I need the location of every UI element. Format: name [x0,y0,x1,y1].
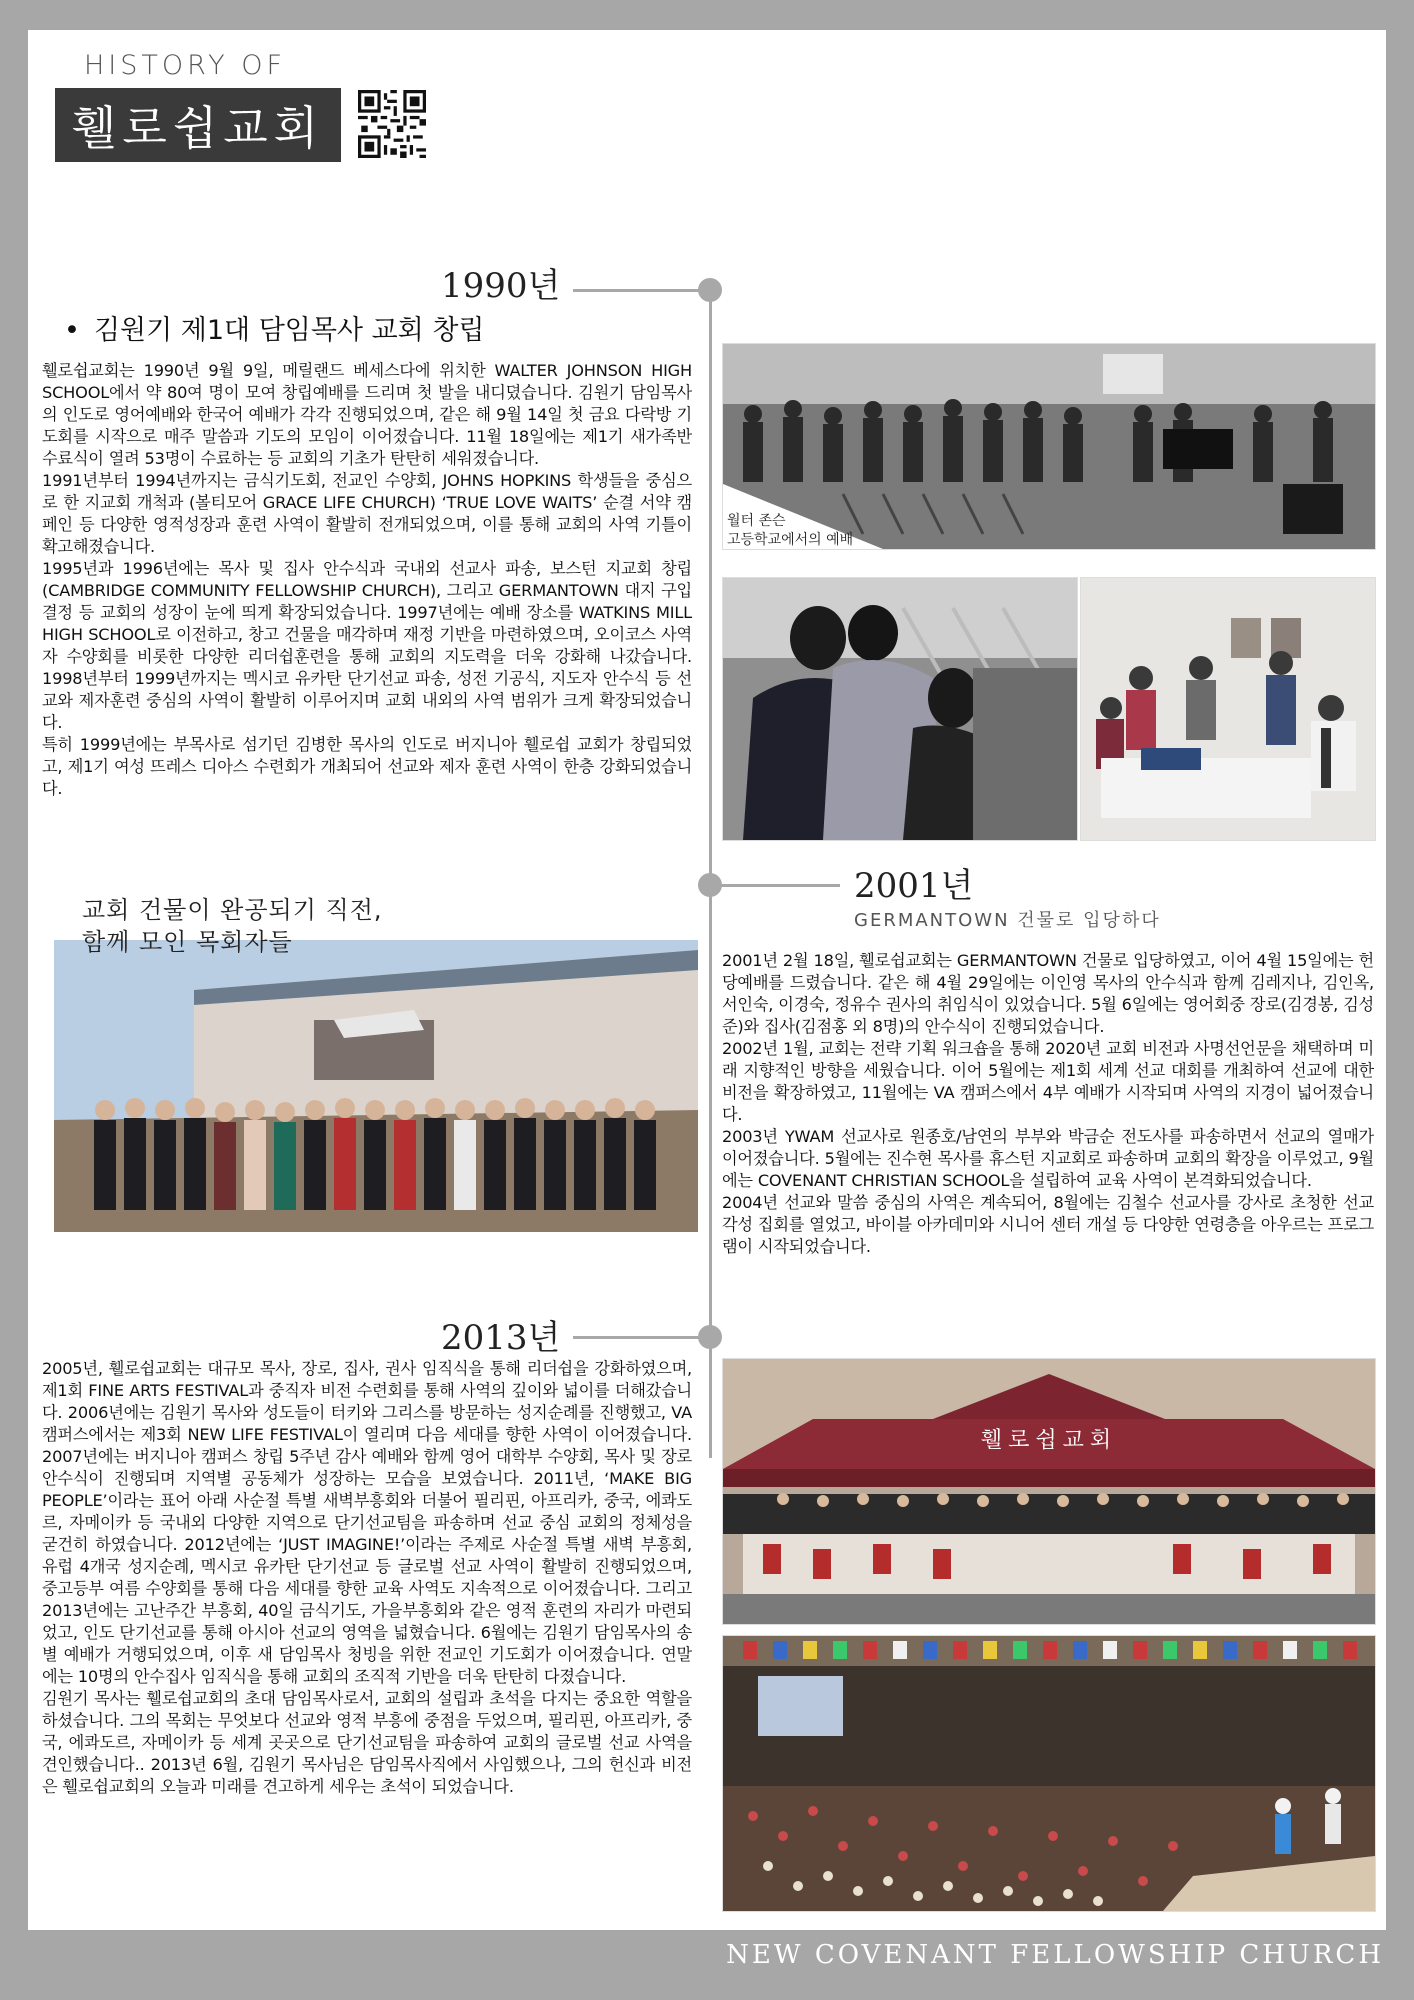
paragraph: 2003년 YWAM 선교사로 원종호/남연의 부부와 박금순 전도사를 파송하면서 선교의 열매가 이어졌습니다. 5월에는 진수현 목사를 휴스턴 지교회로 파송하며 교회의 확장을 이루었고, 9월에는 COVENANT CHRISTIAN SCHOOL을 설립하여 교육 사역이 본격화되었습니다. [722,1127,1374,1190]
paragraph: 1991년부터 1994년까지는 금식기도회, 전교인 수양회, JOHNS HOPKINS 학생들을 중심으로 한 지교회 개척과 (볼티모어 GRACE LIFE CHURCH) ‘TRUE LOVE WAITS’ 순결 서약 캠페인 등 다양한 영적성장과 훈련 사역이 활발히 전개되었으며, 이를 통해 교회의 사역 기틀이 확고해졌습니다. [42,471,692,556]
photo-worship-walter-johnson [722,343,1376,550]
photo-registration [1080,577,1376,841]
text-1990 [42,360,692,800]
year-heading-1990: 1990년 [441,266,561,306]
qr-code-icon [358,90,426,158]
paragraph: 1995년과 1996년에는 목사 및 집사 안수식과 국내외 선교사 파송, 보스턴 지교회 창립(CAMBRIDGE COMMUNITY FELLOWSHIP CHURCH), 그리고 GERMANTOWN 대지 구입 결정 등 교회의 성장이 눈에 띄게 확장되었습니다. 1997년에는 예배 장소를 WATKINS MILL HIGH SCHOOL로 이전하고, 창고 건물을 매각하며 재정 기반을 마련하였으며, 오이코스 사역자 수양회를 비롯한 다양한 리더쉽훈련을 통해 교회의 지도력을 더욱 강화해 나갔습니다. 1998년부터 1999년까지는 멕시코 유카탄 단기선교 파송, 성전 기공식, 지도자 안수식 등 선교와 제자훈련 중심의 사역이 활발히 이루어지며 교회 내외의 사역 범위가 크게 확장되었습니다. [42,559,692,732]
year-heading-2013: 2013년 [441,1318,561,1358]
paragraph: 2002년 1월, 교회는 전략 기획 워크숍을 통해 2020년 교회 비전과 사명선언문을 채택하며 미래 지향적인 방향을 세웠습니다. 이어 5월에는 제1회 세계 선교 대회를 개최하여 선교에 대한 비전을 확장하였고, 11월에는 VA 캠퍼스에서 4부 예배가 시작되며 사역의 지경이 넓어졌습니다. [722,1039,1374,1124]
paragraph: 김원기 목사는 휄로쉽교회의 초대 담임목사로서, 교회의 설립과 초석을 다지는 중요한 역할을 하셨습니다. 그의 목회는 무엇보다 선교와 영적 부흥에 중점을 두었으며, 필리핀, 아프리카, 중국, 에콰도르, 자메이카 등 세계 곳곳으로 단기선교팀을 파송하여 교회의 글로벌 선교 사역을 견인했습니다.. 2013년 6월, 김원기 목사님은 담임목사직에서 사임했으나, 그의 헌신과 비전은 휄로쉽교회의 오늘과 미래를 견고하게 세우는 초석이 되었습니다. [42,1689,692,1796]
page-title: 휄로쉽교회 [55,88,341,162]
footer-church-name: NEW COVENANT FELLOWSHIP CHURCH [726,1940,1384,1970]
history-of-label: HISTORY OF [84,50,287,81]
section-subtitle-2001: GERMANTOWN 건물로 입당하다 [854,910,1161,931]
year-heading-2001: 2001년 [854,866,974,906]
photo-congregation [722,1358,1376,1625]
timeline-connector-2013 [573,1336,703,1339]
section-bullet-title: • 김원기 제1대 담임목사 교회 창립 [64,308,485,347]
paragraph: 특히 1999년에는 부목사로 섬기던 김병한 목사의 인도로 버지니아 휄로쉽 교회가 창립되었고, 제1기 여성 뜨레스 디아스 수련회가 개최되어 선교와 제자 훈련 사역이 한층 강화되었습니다. [42,735,692,798]
paragraph: 2004년 선교와 말씀 중심의 사역은 계속되어, 8월에는 김철수 선교사를 강사로 초청한 선교 각성 집회를 열었고, 바이블 아카데미와 시니어 센터 개설 등 다양한 연령층을 아우르는 프로그램이 시작되었습니다. [722,1193,1374,1256]
page-sheet [28,30,1386,1930]
text-2013 [42,1358,692,1798]
awning-sign-text: 휄로쉽교회 [980,1428,1118,1453]
paragraph: 휄로쉽교회는 1990년 9월 9일, 메릴랜드 베세스다에 위치한 WALTER JOHNSON HIGH SCHOOL에서 약 80여 명이 모여 창립예배를 드리며 첫 발을 내디뎠습니다. 김원기 담임목사의 인도로 영어예배와 한국어 예배가 각각 진행되었으며, 같은 해 9월 14일 첫 금요 다락방 기도회를 시작으로 매주 말씀과 기도의 모임이 이어졌습니다. 11월 18일에는 제1기 새가족반 수료식이 열려 53명이 수료하는 등 교회의 기초가 탄탄히 세워졌습니다. [42,361,692,468]
photo-caption-walter-johnson: 월터 존슨 고등학교에서의 예배 [727,513,854,548]
photo-gym-event [722,1635,1376,1912]
photo-building-pastors [54,880,698,1232]
paragraph: 2001년 2월 18일, 휄로쉽교회는 GERMANTOWN 건물로 입당하였고, 이어 4월 15일에는 헌당예배를 드렸습니다. 같은 해 4월 29일에는 이인영 목사의 안수식과 함께 김레지나, 김인옥, 서인숙, 이경숙, 정유수 권사의 취임식이 있었습니다. 5월 6일에는 영어회중 장로(김경봉, 김성준)와 집사(김점홍 외 8명)의 안수식이 진행되었습니다. [722,951,1374,1036]
text-2001 [722,950,1374,1258]
timeline-connector-1990 [573,289,703,292]
photo-prayer [722,577,1078,841]
paragraph: 2005년, 휄로쉽교회는 대규모 목사, 장로, 집사, 권사 임직식을 통해 리더쉽을 강화하였으며, 제1회 FINE ARTS FESTIVAL과 중직자 비전 수련회를 통해 사역의 깊이와 넓이를 더해갔습니다. 2006년에는 김원기 목사와 성도들이 터키와 그리스를 방문하는 성지순례를 진행했고, VA 캠퍼스에서는 제3회 NEW LIFE FESTIVAL이 열리며 다음 세대를 향한 사역이 이어졌습니다. 2007년에는 버지니아 캠퍼스 창립 5주년 감사 예배와 함께 영어 대학부 수양회, 목사 및 장로 안수식이 진행되며 지역별 공동체가 성장하는 모습을 보였습니다. 2011년, ‘MAKE BIG PEOPLE’이라는 표어 아래 사순절 특별 새벽부흥회와 더불어 필리핀, 아프리카, 중국, 에콰도르, 자메이카 등 국내외 다양한 지역으로 단기선교팀을 파송하며 선교 중심 교회의 정체성을 굳건히 하였습니다. 2012년에는 ‘JUST IMAGINE!’이라는 주제로 사순절 특별 새벽 부흥회, 유럽 4개국 성지순례, 멕시코 유카탄 단기선교 등 글로벌 선교 사역이 활발히 진행되었으며, 중고등부 여름 수양회를 통해 다음 세대를 향한 교육 사역도 지속적으로 이어졌습니다. 그리고 2013년에는 고난주간 부흥회, 40일 금식기도, 가을부흥회와 같은 영적 훈련의 자리가 마련되었고, 인도 단기선교를 통해 아시아 선교의 영역을 넓혔습니다. 6월에는 김원기 담임목사의 송별 예배가 거행되었으며, 이후 새 담임목사 청빙을 위한 전교인 기도회가 이어졌습니다. 연말에는 10명의 안수집사 임직식을 통해 교회의 조직적 기반을 더욱 탄탄히 다졌습니다. [42,1359,692,1686]
timeline-connector-2001 [718,884,840,887]
building-photo-caption: 교회 건물이 완공되기 직전, 함께 모인 목회자들 [82,896,383,956]
